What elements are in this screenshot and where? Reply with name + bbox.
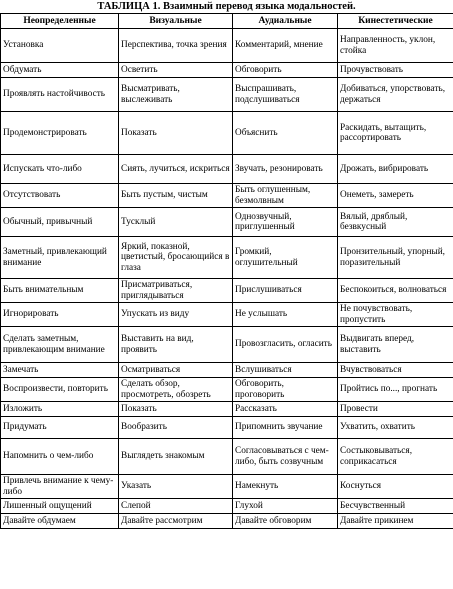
cell-visual: Слепой [119, 499, 233, 514]
cell-kinesthetic: Вчувствоваться [338, 363, 453, 378]
cell-kinesthetic: Направленность, уклон, стойка [338, 29, 453, 63]
cell-auditory: Не услышать [233, 303, 338, 327]
table-row [1, 237, 453, 279]
cell-visual: Выглядеть знакомым [119, 439, 233, 475]
cell-auditory: Согласовываться с чем-либо, быть созвучным [233, 439, 338, 475]
table-row [1, 439, 453, 475]
cell-unspecified: Быть внимательным [1, 279, 119, 303]
table-row [1, 303, 453, 327]
cell-unspecified: Отсутствовать [1, 184, 119, 208]
cell-visual: Высматривать, выслеживать [119, 78, 233, 112]
cell-auditory: Объяснить [233, 112, 338, 155]
cell-auditory: Припомнить звучание [233, 417, 338, 439]
table-row [1, 514, 453, 529]
cell-auditory: Прислушиваться [233, 279, 338, 303]
cell-unspecified: Замечать [1, 363, 119, 378]
cell-unspecified: Сделать заметным, привлекающим внимание [1, 327, 119, 363]
table-row [1, 155, 453, 184]
cell-visual: Указать [119, 475, 233, 499]
cell-unspecified: Обычный, привычный [1, 208, 119, 237]
cell-visual: Давайте рассмотрим [119, 514, 233, 529]
cell-unspecified: Заметный, привлекающий внимание [1, 237, 119, 279]
cell-kinesthetic: Раскидать, вытащить, рассортировать [338, 112, 453, 155]
cell-visual: Перспектива, точка зрения [119, 29, 233, 63]
cell-visual: Быть пустым, чистым [119, 184, 233, 208]
cell-auditory: Звучать, резонировать [233, 155, 338, 184]
table-row [1, 112, 453, 155]
cell-unspecified: Игнорировать [1, 303, 119, 327]
cell-kinesthetic: Состыковываться, соприкасаться [338, 439, 453, 475]
cell-visual: Сделать обзор, просмотреть, обозреть [119, 378, 233, 402]
cell-auditory: Провозгласить, огласить [233, 327, 338, 363]
cell-unspecified: Установка [1, 29, 119, 63]
table-title: ТАБЛИЦА 1. Взаимный перевод языка модальностей. [97, 1, 356, 12]
cell-kinesthetic: Коснуться [338, 475, 453, 499]
cell-visual: Вообразить [119, 417, 233, 439]
cell-kinesthetic: Бесчувственный [338, 499, 453, 514]
table-row [1, 78, 453, 112]
cell-visual: Показать [119, 112, 233, 155]
cell-visual: Тусклый [119, 208, 233, 237]
table-row [1, 417, 453, 439]
cell-kinesthetic: Добиваться, упорствовать, держаться [338, 78, 453, 112]
cell-visual: Выставить на вид, проявить [119, 327, 233, 363]
cell-auditory: Глухой [233, 499, 338, 514]
table-row [1, 402, 453, 417]
cell-auditory: Комментарий, мнение [233, 29, 338, 63]
cell-kinesthetic: Не почувствовать, пропустить [338, 303, 453, 327]
cell-unspecified: Придумать [1, 417, 119, 439]
cell-unspecified: Проявлять настойчивость [1, 78, 119, 112]
cell-auditory: Однозвучный, приглушенный [233, 208, 338, 237]
cell-unspecified: Обдумать [1, 63, 119, 78]
header-unspecified: Неопределенные [1, 14, 119, 29]
table-row [1, 363, 453, 378]
cell-unspecified: Изложить [1, 402, 119, 417]
table-body [1, 29, 453, 529]
table-row [1, 499, 453, 514]
cell-kinesthetic: Выдвигать вперед, выставить [338, 327, 453, 363]
cell-auditory: Громкий, оглушительный [233, 237, 338, 279]
cell-auditory: Обговорить, проговорить [233, 378, 338, 402]
cell-unspecified: Воспроизвести, повторить [1, 378, 119, 402]
cell-kinesthetic: Онеметь, замереть [338, 184, 453, 208]
modality-table [0, 13, 453, 529]
cell-unspecified: Давайте обдумаем [1, 514, 119, 529]
cell-auditory: Давайте обговорим [233, 514, 338, 529]
header-auditory: Аудиальные [233, 14, 338, 29]
cell-kinesthetic: Пронзительный, упорный, поразительный [338, 237, 453, 279]
cell-visual: Яркий, показной, цветистый, бросающийся в глаза [119, 237, 233, 279]
cell-kinesthetic: Пройтись по..., прогнать [338, 378, 453, 402]
cell-auditory: Рассказать [233, 402, 338, 417]
cell-auditory: Вслушиваться [233, 363, 338, 378]
cell-unspecified: Напомнить о чем-либо [1, 439, 119, 475]
cell-unspecified: Привлечь внимание к чему-либо [1, 475, 119, 499]
cell-unspecified: Лишенный ощущений [1, 499, 119, 514]
header-kinesthetic: Кинестетические [338, 14, 453, 29]
table-row [1, 63, 453, 78]
table-row [1, 327, 453, 363]
cell-visual: Присматриваться, приглядываться [119, 279, 233, 303]
header-row [1, 14, 453, 29]
table-row [1, 475, 453, 499]
cell-kinesthetic: Давайте прикинем [338, 514, 453, 529]
table-row [1, 378, 453, 402]
table-row [1, 184, 453, 208]
cell-kinesthetic: Ухватить, охватить [338, 417, 453, 439]
cell-kinesthetic: Беспокоиться, волноваться [338, 279, 453, 303]
header-visual: Визуальные [119, 14, 233, 29]
table-row [1, 208, 453, 237]
cell-kinesthetic: Вялый, дряблый, безвкусный [338, 208, 453, 237]
cell-visual: Упускать из виду [119, 303, 233, 327]
table-row [1, 29, 453, 63]
table-row [1, 279, 453, 303]
cell-unspecified: Испускать что-либо [1, 155, 119, 184]
cell-kinesthetic: Прочувствовать [338, 63, 453, 78]
cell-visual: Осматриваться [119, 363, 233, 378]
cell-visual: Осветить [119, 63, 233, 78]
cell-unspecified: Продемонстрировать [1, 112, 119, 155]
cell-auditory: Намекнуть [233, 475, 338, 499]
cell-kinesthetic: Дрожать, вибрировать [338, 155, 453, 184]
cell-auditory: Быть оглушенным, безмолвным [233, 184, 338, 208]
cell-kinesthetic: Провести [338, 402, 453, 417]
cell-auditory: Выспрашивать, подслушиваться [233, 78, 338, 112]
cell-auditory: Обговорить [233, 63, 338, 78]
cell-visual: Показать [119, 402, 233, 417]
cell-visual: Сиять, лучиться, искриться [119, 155, 233, 184]
